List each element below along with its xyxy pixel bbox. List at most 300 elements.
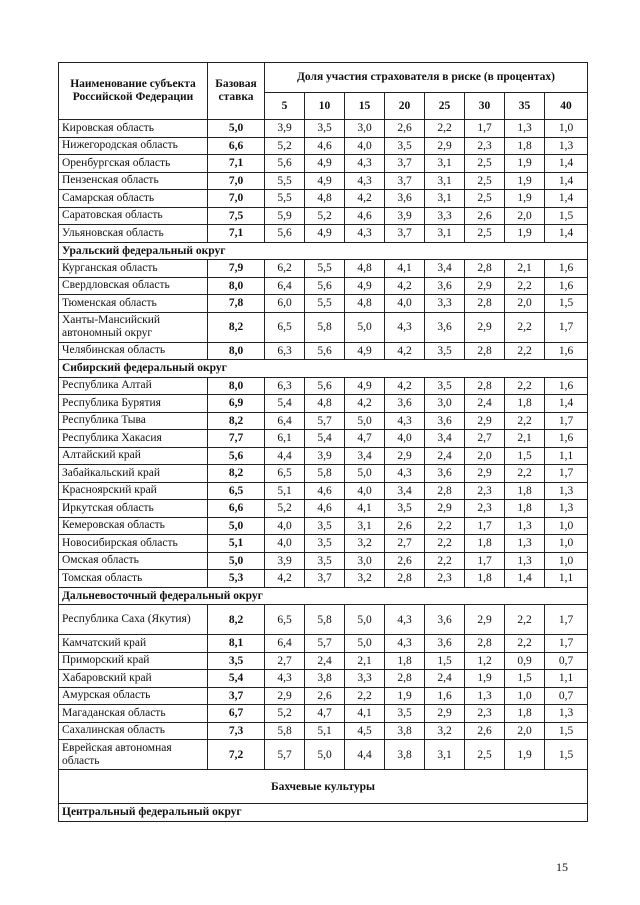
rate-value-cell: 1,7: [465, 120, 505, 138]
rate-value-cell: 3,5: [305, 120, 345, 138]
table-row: [59, 722, 588, 740]
base-rate-cell: 3,7: [208, 687, 265, 705]
category-title: Бахчевые культуры: [59, 770, 588, 804]
rate-value-cell: 2,9: [425, 705, 465, 723]
rate-value-cell: 1,7: [545, 465, 588, 483]
rate-value-cell: 2,9: [465, 277, 505, 295]
table-row: [59, 705, 588, 723]
base-rate-cell: 8,0: [208, 377, 265, 395]
rate-value-cell: 2,3: [465, 705, 505, 723]
rate-value-cell: 1,9: [505, 190, 545, 208]
rate-value-cell: 3,1: [345, 517, 385, 535]
rate-value-cell: 4,3: [385, 412, 425, 430]
region-name-cell: Курганская область: [59, 260, 208, 278]
rate-value-cell: 6,5: [265, 465, 305, 483]
base-rate-cell: 5,0: [208, 120, 265, 138]
rate-value-cell: 2,2: [425, 517, 465, 535]
rate-value-cell: 2,6: [465, 207, 505, 225]
page-number: 15: [556, 860, 568, 874]
rate-value-cell: 3,1: [425, 740, 465, 770]
table-row: [59, 137, 588, 155]
rate-value-cell: 3,9: [385, 207, 425, 225]
table-row: [59, 277, 588, 295]
rate-value-cell: 5,7: [265, 740, 305, 770]
table-row: [59, 552, 588, 570]
rate-value-cell: 5,5: [265, 190, 305, 208]
rate-value-cell: 5,2: [265, 705, 305, 723]
rate-value-cell: 1,0: [505, 687, 545, 705]
rate-value-cell: 1,7: [465, 517, 505, 535]
rate-value-cell: 2,2: [425, 120, 465, 138]
rate-value-cell: 2,6: [385, 552, 425, 570]
rate-value-cell: 1,9: [505, 172, 545, 190]
rate-value-cell: 6,4: [265, 635, 305, 653]
rate-value-cell: 2,6: [465, 722, 505, 740]
rate-value-cell: 5,9: [265, 207, 305, 225]
rate-value-cell: 1,3: [505, 120, 545, 138]
region-name-cell: Саратовская область: [59, 207, 208, 225]
rate-value-cell: 4,8: [345, 260, 385, 278]
rate-value-cell: 2,0: [505, 295, 545, 313]
table-row: [59, 430, 588, 448]
rate-value-cell: 2,3: [425, 570, 465, 588]
rate-value-cell: 0,7: [545, 652, 588, 670]
rate-value-cell: 2,7: [465, 430, 505, 448]
table-row: [59, 570, 588, 588]
rate-value-cell: 5,4: [265, 395, 305, 413]
table-row: [59, 225, 588, 243]
rate-value-cell: 3,5: [385, 137, 425, 155]
region-name-cell: Камчатский край: [59, 635, 208, 653]
rate-value-cell: 1,6: [425, 687, 465, 705]
region-name-cell: Пензенская область: [59, 172, 208, 190]
rate-value-cell: 6,0: [265, 295, 305, 313]
rate-value-cell: 6,2: [265, 260, 305, 278]
region-name-cell: Самарская область: [59, 190, 208, 208]
rate-value-cell: 4,1: [345, 500, 385, 518]
rate-value-cell: 5,8: [305, 465, 345, 483]
rate-value-cell: 5,2: [305, 207, 345, 225]
rate-value-cell: 2,8: [465, 260, 505, 278]
rate-value-cell: 3,2: [345, 570, 385, 588]
rate-value-cell: 4,1: [345, 705, 385, 723]
rate-value-cell: 0,7: [545, 687, 588, 705]
table-row: [59, 172, 588, 190]
region-name-cell: Новосибирская область: [59, 535, 208, 553]
rate-value-cell: 3,9: [305, 447, 345, 465]
rate-value-cell: 1,4: [545, 190, 588, 208]
rate-value-cell: 1,8: [385, 652, 425, 670]
rate-value-cell: 1,9: [385, 687, 425, 705]
rate-value-cell: 1,3: [505, 552, 545, 570]
base-rate-cell: 7,8: [208, 295, 265, 313]
rate-value-cell: 2,8: [385, 670, 425, 688]
rate-value-cell: 4,4: [265, 447, 305, 465]
rate-value-cell: 2,9: [385, 447, 425, 465]
table-row: [59, 342, 588, 360]
rate-value-cell: 1,5: [545, 740, 588, 770]
rate-value-cell: 1,0: [545, 120, 588, 138]
rate-value-cell: 1,5: [425, 652, 465, 670]
category-header-row: [59, 770, 588, 804]
base-rate-cell: 8,0: [208, 277, 265, 295]
rate-value-cell: 4,2: [385, 342, 425, 360]
base-rate-cell: 6,5: [208, 482, 265, 500]
rate-value-cell: 2,1: [505, 430, 545, 448]
table-row: [59, 652, 588, 670]
region-name-cell: Республика Хакасия: [59, 430, 208, 448]
rate-value-cell: 2,8: [385, 570, 425, 588]
rate-value-cell: 1,6: [545, 277, 588, 295]
base-rate-cell: 7,5: [208, 207, 265, 225]
rate-value-cell: 1,3: [505, 517, 545, 535]
rate-value-cell: 5,1: [305, 722, 345, 740]
region-name-cell: Ханты-Мансийский автономный округ: [59, 312, 208, 342]
header-percent-cell: 20: [385, 93, 425, 120]
base-rate-cell: 5,0: [208, 552, 265, 570]
base-rate-cell: 5,6: [208, 447, 265, 465]
rate-value-cell: 4,9: [305, 225, 345, 243]
header-percent-cell: 35: [505, 93, 545, 120]
rate-value-cell: 4,3: [345, 225, 385, 243]
rate-value-cell: 3,6: [385, 395, 425, 413]
rate-value-cell: 1,4: [545, 225, 588, 243]
rate-value-cell: 1,8: [505, 482, 545, 500]
region-name-cell: Республика Бурятия: [59, 395, 208, 413]
rate-value-cell: 6,4: [265, 412, 305, 430]
rate-value-cell: 2,0: [505, 722, 545, 740]
rate-value-cell: 1,8: [465, 535, 505, 553]
header-base-rate: Базовая ставка: [208, 63, 265, 120]
base-rate-cell: 6,6: [208, 500, 265, 518]
section-header-row: [59, 242, 588, 260]
rate-value-cell: 2,9: [465, 412, 505, 430]
rate-value-cell: 3,5: [425, 342, 465, 360]
rate-value-cell: 3,6: [425, 635, 465, 653]
rate-value-cell: 2,8: [465, 635, 505, 653]
rate-value-cell: 3,1: [425, 190, 465, 208]
rate-value-cell: 1,9: [505, 740, 545, 770]
rate-value-cell: 1,4: [545, 155, 588, 173]
rate-value-cell: 3,9: [265, 120, 305, 138]
rate-value-cell: 3,8: [305, 670, 345, 688]
section-header-row: [59, 360, 588, 378]
rate-value-cell: 2,9: [425, 137, 465, 155]
district-title: Сибирский федеральный округ: [59, 360, 588, 378]
section-header-row: [59, 587, 588, 605]
rate-value-cell: 5,6: [305, 277, 345, 295]
rate-value-cell: 3,4: [425, 430, 465, 448]
insurance-rate-table: [58, 62, 588, 822]
rate-value-cell: 3,5: [425, 377, 465, 395]
rate-value-cell: 3,3: [425, 207, 465, 225]
rate-value-cell: 4,9: [305, 172, 345, 190]
rate-value-cell: 2,9: [265, 687, 305, 705]
rate-value-cell: 2,1: [345, 652, 385, 670]
rate-value-cell: 1,7: [545, 412, 588, 430]
base-rate-cell: 5,0: [208, 517, 265, 535]
rate-value-cell: 4,0: [385, 430, 425, 448]
table-row: [59, 465, 588, 483]
table-row: [59, 670, 588, 688]
rate-value-cell: 3,2: [345, 535, 385, 553]
rate-value-cell: 3,5: [385, 705, 425, 723]
rate-value-cell: 1,7: [465, 552, 505, 570]
rate-value-cell: 3,4: [425, 260, 465, 278]
rate-value-cell: 2,0: [505, 207, 545, 225]
rate-value-cell: 4,2: [345, 395, 385, 413]
rate-value-cell: 5,1: [265, 482, 305, 500]
rate-value-cell: 5,0: [345, 412, 385, 430]
rate-value-cell: 4,5: [345, 722, 385, 740]
header-percent-cell: 10: [305, 93, 345, 120]
rate-value-cell: 4,3: [345, 155, 385, 173]
rate-value-cell: 5,2: [265, 500, 305, 518]
rate-value-cell: 3,4: [345, 447, 385, 465]
rate-value-cell: 2,1: [505, 260, 545, 278]
rate-value-cell: 3,7: [305, 570, 345, 588]
rate-value-cell: 1,4: [545, 395, 588, 413]
rate-value-cell: 2,8: [465, 342, 505, 360]
base-rate-cell: 6,6: [208, 137, 265, 155]
rate-value-cell: 0,9: [505, 652, 545, 670]
base-rate-cell: 7,3: [208, 722, 265, 740]
rate-value-cell: 2,9: [465, 605, 505, 635]
rate-value-cell: 2,8: [425, 482, 465, 500]
rate-value-cell: 1,6: [545, 260, 588, 278]
rate-value-cell: 4,6: [305, 137, 345, 155]
rate-value-cell: 3,6: [385, 190, 425, 208]
rate-value-cell: 5,7: [305, 635, 345, 653]
rate-value-cell: 3,6: [425, 277, 465, 295]
rate-value-cell: 6,5: [265, 312, 305, 342]
base-rate-cell: 8,2: [208, 312, 265, 342]
rate-value-cell: 4,0: [265, 517, 305, 535]
rate-value-cell: 1,1: [545, 447, 588, 465]
rate-value-cell: 2,4: [465, 395, 505, 413]
rate-value-cell: 5,8: [305, 312, 345, 342]
region-name-cell: Амурская область: [59, 687, 208, 705]
rate-value-cell: 4,6: [345, 207, 385, 225]
rate-value-cell: 4,4: [345, 740, 385, 770]
rate-value-cell: 2,5: [465, 172, 505, 190]
rate-value-cell: 2,2: [505, 312, 545, 342]
rate-value-cell: 1,1: [545, 670, 588, 688]
rate-value-cell: 2,6: [305, 687, 345, 705]
rate-value-cell: 2,4: [425, 670, 465, 688]
rate-value-cell: 3,1: [425, 225, 465, 243]
rate-value-cell: 1,8: [505, 705, 545, 723]
base-rate-cell: 8,2: [208, 605, 265, 635]
header-percent-cell: 25: [425, 93, 465, 120]
table-row: [59, 517, 588, 535]
rate-value-cell: 1,9: [465, 670, 505, 688]
rate-value-cell: 4,9: [345, 377, 385, 395]
rate-value-cell: 3,5: [385, 500, 425, 518]
rate-value-cell: 4,0: [345, 137, 385, 155]
table-row: [59, 482, 588, 500]
region-name-cell: Омская область: [59, 552, 208, 570]
rate-value-cell: 2,2: [505, 342, 545, 360]
rate-value-cell: 2,7: [385, 535, 425, 553]
region-name-cell: Забайкальский край: [59, 465, 208, 483]
rate-value-cell: 4,7: [345, 430, 385, 448]
rate-value-cell: 1,7: [545, 605, 588, 635]
rate-value-cell: 1,6: [545, 377, 588, 395]
rate-value-cell: 1,0: [545, 552, 588, 570]
rate-value-cell: 4,2: [265, 570, 305, 588]
region-name-cell: Нижегородская область: [59, 137, 208, 155]
rate-value-cell: 5,0: [345, 635, 385, 653]
rate-value-cell: 1,3: [505, 535, 545, 553]
base-rate-cell: 8,0: [208, 342, 265, 360]
rate-value-cell: 2,0: [465, 447, 505, 465]
rate-value-cell: 4,3: [385, 312, 425, 342]
table-row: [59, 635, 588, 653]
rate-value-cell: 2,2: [505, 412, 545, 430]
rate-value-cell: 1,3: [465, 687, 505, 705]
rate-value-cell: 1,5: [505, 447, 545, 465]
rate-value-cell: 3,5: [305, 535, 345, 553]
rate-value-cell: 1,5: [545, 295, 588, 313]
base-rate-cell: 7,9: [208, 260, 265, 278]
rate-value-cell: 3,6: [425, 465, 465, 483]
rate-value-cell: 2,5: [465, 190, 505, 208]
rate-value-cell: 3,3: [345, 670, 385, 688]
region-name-cell: Красноярский край: [59, 482, 208, 500]
rate-value-cell: 4,0: [345, 482, 385, 500]
rate-value-cell: 1,0: [545, 517, 588, 535]
rate-value-cell: 5,5: [305, 260, 345, 278]
rate-value-cell: 4,6: [305, 500, 345, 518]
rate-value-cell: 2,5: [465, 740, 505, 770]
rate-value-cell: 5,0: [305, 740, 345, 770]
rate-value-cell: 6,4: [265, 277, 305, 295]
rate-value-cell: 1,0: [545, 535, 588, 553]
table-row: [59, 377, 588, 395]
region-name-cell: Кемеровская область: [59, 517, 208, 535]
rate-value-cell: 2,2: [425, 552, 465, 570]
rate-value-cell: 1,8: [505, 500, 545, 518]
rate-value-cell: 3,7: [385, 172, 425, 190]
region-name-cell: Еврейская автономная область: [59, 740, 208, 770]
header-percent-cell: 5: [265, 93, 305, 120]
rate-value-cell: 2,6: [385, 517, 425, 535]
rate-value-cell: 1,9: [505, 225, 545, 243]
base-rate-cell: 8,2: [208, 412, 265, 430]
rate-value-cell: 3,9: [265, 552, 305, 570]
base-rate-cell: 8,1: [208, 635, 265, 653]
rate-value-cell: 5,4: [305, 430, 345, 448]
region-name-cell: Томская область: [59, 570, 208, 588]
rate-value-cell: 6,3: [265, 342, 305, 360]
rate-value-cell: 4,2: [385, 277, 425, 295]
rate-value-cell: 5,6: [265, 155, 305, 173]
base-rate-cell: 6,9: [208, 395, 265, 413]
rate-value-cell: 2,2: [505, 465, 545, 483]
rate-value-cell: 3,1: [425, 155, 465, 173]
rate-value-cell: 2,2: [505, 605, 545, 635]
region-name-cell: Челябинская область: [59, 342, 208, 360]
rate-value-cell: 5,6: [265, 225, 305, 243]
rate-value-cell: 1,3: [545, 500, 588, 518]
rate-value-cell: 2,2: [345, 687, 385, 705]
table-row: [59, 605, 588, 635]
rate-value-cell: 1,5: [545, 207, 588, 225]
rate-value-cell: 6,5: [265, 605, 305, 635]
region-name-cell: Сахалинская область: [59, 722, 208, 740]
region-name-cell: Магаданская область: [59, 705, 208, 723]
rate-value-cell: 1,5: [505, 670, 545, 688]
region-name-cell: Хабаровский край: [59, 670, 208, 688]
rate-value-cell: 1,8: [465, 570, 505, 588]
rate-value-cell: 1,6: [545, 342, 588, 360]
rate-value-cell: 3,7: [385, 155, 425, 173]
rate-value-cell: 5,7: [305, 412, 345, 430]
table-row: [59, 295, 588, 313]
rate-value-cell: 3,8: [385, 722, 425, 740]
rate-value-cell: 1,1: [545, 570, 588, 588]
rate-value-cell: 4,3: [385, 635, 425, 653]
table-row: [59, 120, 588, 138]
rate-value-cell: 5,8: [305, 605, 345, 635]
base-rate-cell: 8,2: [208, 465, 265, 483]
rate-value-cell: 1,8: [505, 395, 545, 413]
base-rate-cell: 7,0: [208, 172, 265, 190]
table-row: [59, 312, 588, 342]
rate-value-cell: 3,8: [385, 740, 425, 770]
rate-value-cell: 1,7: [545, 635, 588, 653]
rate-value-cell: 5,6: [305, 342, 345, 360]
rate-value-cell: 2,3: [465, 482, 505, 500]
table-row: [59, 412, 588, 430]
rate-value-cell: 4,8: [345, 295, 385, 313]
table-row: [59, 447, 588, 465]
section-header-row: [59, 804, 588, 822]
rate-value-cell: 1,6: [545, 430, 588, 448]
rate-value-cell: 1,3: [545, 705, 588, 723]
table-row: [59, 395, 588, 413]
header-region-name: Наименование субъекта Российской Федерации: [59, 63, 208, 120]
rate-value-cell: 2,9: [425, 500, 465, 518]
rate-value-cell: 2,8: [465, 377, 505, 395]
rate-value-cell: 3,0: [425, 395, 465, 413]
rate-value-cell: 6,1: [265, 430, 305, 448]
region-name-cell: Тюменская область: [59, 295, 208, 313]
rate-value-cell: 4,3: [265, 670, 305, 688]
rate-value-cell: 1,3: [545, 137, 588, 155]
rate-value-cell: 3,2: [425, 722, 465, 740]
base-rate-cell: 3,5: [208, 652, 265, 670]
rate-value-cell: 2,5: [465, 225, 505, 243]
rate-value-cell: 2,3: [465, 137, 505, 155]
table-row: [59, 740, 588, 770]
region-name-cell: Приморский край: [59, 652, 208, 670]
header-percent-cell: 40: [545, 93, 588, 120]
rate-value-cell: 4,3: [385, 605, 425, 635]
rate-value-cell: 1,5: [545, 722, 588, 740]
rate-value-cell: 3,3: [425, 295, 465, 313]
rate-value-cell: 5,8: [265, 722, 305, 740]
table-row: [59, 190, 588, 208]
table-row: [59, 535, 588, 553]
region-name-cell: Алтайский край: [59, 447, 208, 465]
region-name-cell: Свердловская область: [59, 277, 208, 295]
rate-value-cell: 5,2: [265, 137, 305, 155]
rate-value-cell: 4,8: [305, 190, 345, 208]
rate-value-cell: 1,4: [505, 570, 545, 588]
rate-value-cell: 2,2: [505, 277, 545, 295]
